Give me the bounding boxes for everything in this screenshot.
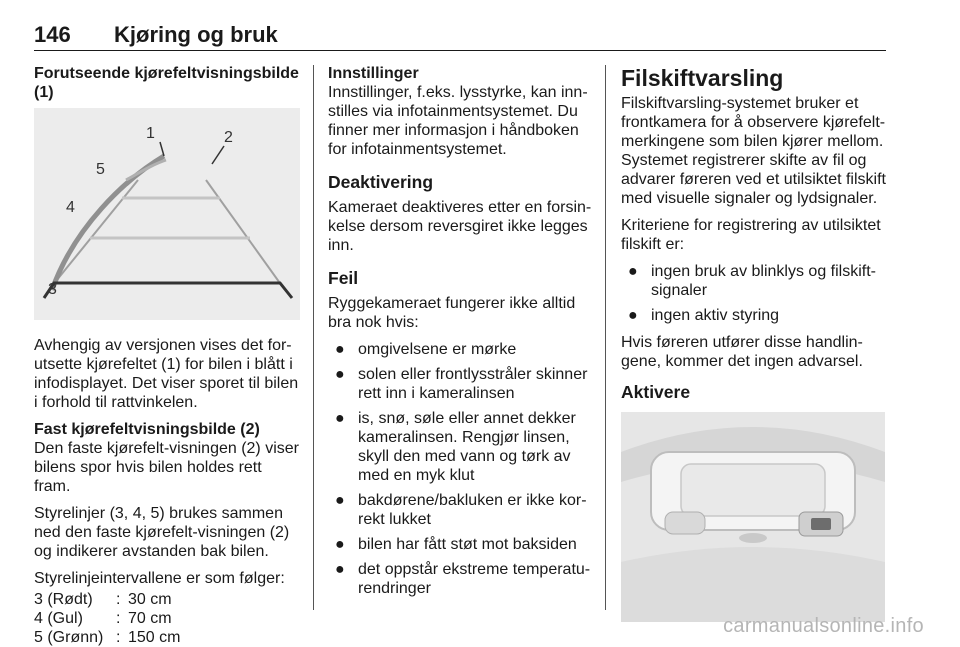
section-title: Filskiftvarsling	[621, 65, 784, 91]
distance-separator: :	[116, 629, 121, 646]
distance-separator: :	[116, 591, 121, 608]
paragraph: Filskiftvarsling-systemet bruker et frontkamera for å observere kjørefelt-merkingene som bilen kjører mellom. Systemet registrerer skifte av fil og advarer føreren ved et utilsiktet filskift med visuelle signaler og lydsignaler.	[621, 95, 886, 207]
page-number: 146	[34, 22, 71, 47]
list-item	[328, 340, 594, 359]
paragraph: Hvis føreren utfører disse handlin-gene, kommer det ingen advarsel.	[621, 334, 863, 370]
distance-value: 30 cm	[128, 591, 172, 608]
console-lens	[681, 464, 825, 516]
paragraph: Innstillinger, f.eks. lysstyrke, kan inn-stilles via infotainmentsystemet. Du finner mer informasjon i håndboken for infotainmentsystemet.	[328, 84, 588, 158]
list-item-text: ingen bruk av blinklys og filskift-signaler	[651, 263, 876, 299]
left-lamp	[665, 512, 705, 534]
list-item	[328, 365, 594, 403]
list-item	[328, 409, 594, 485]
paragraph: Den faste kjørefelt-visningen (2) viser bilens spor hvis bilen holdes rett fram.	[34, 440, 299, 495]
distance-label: 4 (Gul)	[34, 610, 83, 627]
watermark: carmanualsonline.info	[723, 615, 924, 637]
distance-value: 70 cm	[128, 610, 172, 627]
paragraph: Kriteriene for registrering av utilsiktet filskift er:	[621, 217, 881, 253]
bullet-icon: ●	[335, 561, 345, 578]
list-item-text: ingen aktiv styring	[651, 307, 780, 324]
paragraph: Kameraet deaktiveres etter en forsin-kelse dersom reversgiret ikke legges inn.	[328, 199, 592, 254]
figure-label-3: 3	[48, 281, 57, 298]
camera-guidelines-figure	[34, 108, 300, 320]
bullet-icon: ●	[335, 536, 345, 553]
lane-departure-icon	[811, 518, 831, 530]
section-heading: Deaktivering	[328, 172, 434, 192]
distance-table	[34, 590, 300, 647]
list-item	[621, 306, 887, 325]
list-item	[328, 560, 594, 598]
bullet-icon: ●	[335, 492, 345, 509]
figure-label-1: 1	[146, 125, 155, 142]
column-1	[34, 64, 300, 647]
bullet-icon: ●	[335, 341, 345, 358]
section-heading: Innstillinger	[328, 65, 419, 82]
section-heading: Fast kjørefeltvisningsbilde (2)	[34, 421, 260, 438]
distance-separator: :	[116, 610, 121, 627]
criteria-list	[621, 262, 887, 325]
list-item	[328, 535, 594, 554]
windscreen-area	[621, 547, 885, 622]
figure-label-5: 5	[96, 161, 105, 178]
overhead-console-figure	[621, 412, 885, 622]
list-item-text: bilen har fått støt mot baksiden	[358, 536, 577, 553]
chapter-title: Kjøring og bruk	[114, 22, 278, 47]
section-heading: Feil	[328, 268, 359, 288]
list-item	[621, 262, 887, 300]
paragraph: Styrelinjeintervallene er som følger:	[34, 570, 285, 587]
list-item-text: is, snø, søle eller annet dekker kameralinsen. Rengjør linsen, skyll den med vann og tørk av med en myk klut	[358, 410, 576, 484]
list-item	[328, 491, 594, 529]
list-item-text: solen eller frontlysstråler skinner rett inn i kameralinsen	[358, 366, 588, 402]
fault-list	[328, 340, 594, 598]
section-heading: Forutseende kjørefeltvisningsbilde (1)	[34, 65, 299, 101]
bullet-icon: ●	[335, 366, 345, 383]
page-header	[34, 22, 886, 51]
list-item-text: bakdørene/bakluken er ikke kor-rekt lukket	[358, 492, 587, 528]
bullet-icon: ●	[628, 263, 638, 280]
bullet-icon: ●	[628, 307, 638, 324]
paragraph: Styrelinjer (3, 4, 5) brukes sammen ned den faste kjørefelt-visningen (2) og indikerer avstanden bak bilen.	[34, 505, 290, 560]
distance-label: 3 (Rødt)	[34, 591, 93, 608]
list-item-text: det oppstår ekstreme temperatu-rendringer	[358, 561, 591, 597]
figure-label-2: 2	[224, 129, 233, 146]
bullet-icon: ●	[335, 410, 345, 427]
paragraph: Avhengig av versjonen vises det for-utsette kjørefeltet (1) for bilen i blått i infodisplayet. Det viser sporet til bilen i forhold til rattvinkelen.	[34, 337, 299, 411]
column-divider	[313, 65, 314, 610]
figure-label-4: 4	[66, 199, 75, 216]
centre-clip	[739, 533, 767, 543]
section-heading: Aktivere	[621, 382, 691, 402]
column-2	[328, 64, 594, 606]
paragraph: Ryggekameraet fungerer ikke alltid bra nok hvis:	[328, 295, 576, 331]
distance-value: 150 cm	[128, 629, 181, 646]
distance-label: 5 (Grønn)	[34, 629, 104, 646]
list-item-text: omgivelsene er mørke	[358, 341, 517, 358]
column-3	[621, 64, 887, 622]
column-divider	[605, 65, 606, 610]
